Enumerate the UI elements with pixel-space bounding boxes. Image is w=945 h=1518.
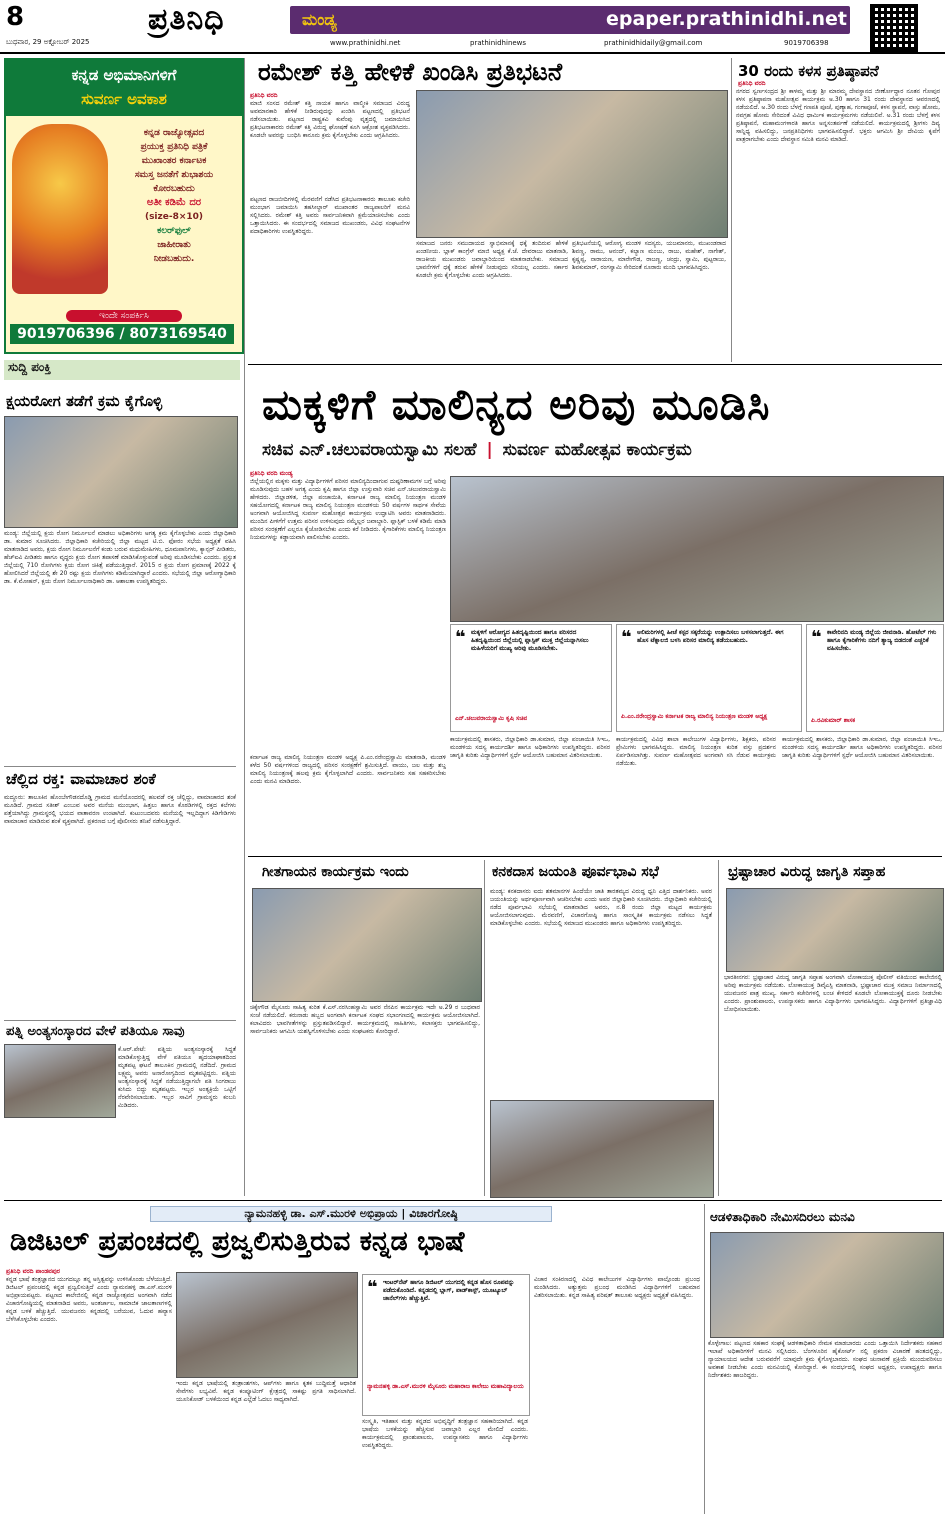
quote-1-author: ಎನ್.ಚಲುವರಾಯಸ್ವಾಮಿ ಕೃಷಿ ಸಚಿವ — [455, 715, 528, 722]
ad-line: ಜಾಹೀರಾತು — [157, 240, 191, 250]
sidebar-story-1-photo — [4, 416, 238, 528]
qr-code — [870, 4, 918, 52]
bottom-story-byline: ಪ್ರತಿನಿಧಿ ವರದಿ ಪಾಂಡವಪುರ — [6, 1268, 60, 1275]
bottom-story-photo — [176, 1272, 358, 1378]
lead-story-body-left: ಜಿಲ್ಲೆಯಲ್ಲಿನ ಮಕ್ಕಳು ಮತ್ತು ವಿದ್ಯಾರ್ಥಿಗಳಿಗೆ ಪರಿಸರ ಮಾಲಿನ್ಯದಿಂದಾಗುವ ದುಷ್ಪರಿಣಾಮಗಳ ಬಗ್ಗೆ ಅರಿವು ಮೂಡಿಸುವುದು ಬಹಳ ಅಗತ್ಯ ಎಂದು ಕೃಷಿ ಹಾಗೂ ಜಿಲ್ಲಾ ಉಸ್ತುವಾರಿ ಸಚಿವ ಎನ್.ಚಲುವರಾಯಸ್ವಾಮಿ ಹೇಳಿದರು. ಜಿಲ್ಲಾಡಳಿತ, ಜಿಲ್ಲಾ ಪಂಚಾಯಿತಿ, ಕರ್ನಾಟಕ ರಾಜ್ಯ ಮಾಲಿನ್ಯ ನಿಯಂತ್ರಣ ಮಂಡಳಿ ಸಹಯೋಗದಲ್ಲಿ ಕರ್ನಾಟಕ ರಾಜ್ಯ ಮಾಲಿನ್ಯ ನಿಯಂತ್ರಣ ಮಂಡಳಿಯ 50 ವರ್ಷಗಳ ಸಾರ್ಥಕ ಸೇವೆಯ ಅಂಗವಾಗಿ ಆಯೋಜಿಸಿದ್ದ ಸುವರ್ಣ ಮಹೋತ್ಸವ ಕಾರ್ಯಕ್ರಮ ಉದ್ಘಾಟಿಸಿ ಅವರು ಮಾತನಾಡಿದರು. ಮುಂದಿನ ಪೀಳಿಗೆಗೆ ಉತ್ತಮ ಪರಿಸರ ಉಳಿಸುವುದು ನಮ್ಮೆಲ್ಲರ ಜವಾಬ್ದಾರಿ. ಪ್ಲಾಸ್ಟಿಕ್ ಬಳಕೆ ಕಡಿಮೆ ಮಾಡಿ ಪರಿಸರ ಸಂರಕ್ಷಣೆಗೆ ಎಲ್ಲರೂ ಕೈಜೋಡಿಸಬೇಕು ಎಂದು ಕರೆ ನೀಡಿದರು. ಕೈಗಾರಿಕೆಗಳು ಮಾಲಿನ್ಯ ನಿಯಂತ್ರಣ ನಿಯಮಗಳನ್ನು ಕಡ್ಡಾಯವಾಗಿ ಪಾಲಿಸಬೇಕು ಎಂದರು. — [250, 478, 446, 541]
mid-story-2-body: ಮಂಡ್ಯ: ಕನಕದಾಸರು ಐದು ಶತಮಾನಗಳ ಹಿಂದೆಯೇ ಜಾತಿ ತಾರತಮ್ಯದ ವಿರುದ್ಧ ಧ್ವನಿ ಎತ್ತಿದ ದಾರ್ಶನಿಕರು. ಅವರ ಜಯಂತಿಯನ್ನು ಅರ್ಥಪೂರ್ಣವಾಗಿ ಆಚರಿಸಬೇಕು ಎಂದು ಅಪರ ಜಿಲ್ಲಾಧಿಕಾರಿ ಸೂಚಿಸಿದರು. ಜಿಲ್ಲಾಧಿಕಾರಿ ಕಚೇರಿಯಲ್ಲಿ ನಡೆದ ಪೂರ್ವಭಾವಿ ಸಭೆಯಲ್ಲಿ ಮಾತನಾಡಿದ ಅವರು, ನ.8 ರಂದು ಜಿಲ್ಲಾ ಮಟ್ಟದ ಕಾರ್ಯಕ್ರಮ ಆಯೋಜಿಸಲಾಗುವುದು. ಮೆರವಣಿಗೆ, ವಿಚಾರಗೋಷ್ಠಿ ಹಾಗೂ ಸಾಂಸ್ಕೃತಿಕ ಕಾರ್ಯಕ್ರಮ ನಡೆಸಲು ಸಿದ್ಧತೆ ಮಾಡಿಕೊಳ್ಳಬೇಕು ಎಂದರು. ಸಭೆಯಲ್ಲಿ ಸಮಾಜದ ಮುಖಂಡರು ಹಾಗೂ ಅಧಿಕಾರಿಗಳು ಉಪಸ್ಥಿತರಿದ್ದರು. — [490, 888, 712, 927]
sidebar-story-3-photo — [4, 1044, 116, 1118]
top-story-photo — [416, 90, 728, 238]
email-link[interactable]: prathinidhidaily@gmail.com — [604, 39, 703, 47]
bottom-story-kicker: ನ್ಯಾಮನಹಳ್ಳಿ ಡಾ. ಎಸ್.ಮುರಳಿ ಅಭಿಪ್ರಾಯ | ವಿಚಾರಗೋಷ್ಠಿ — [150, 1206, 552, 1222]
bottom-quote-author: ನ್ಯಾಮನಹಳ್ಳಿ ಡಾ.ಎಸ್.ಮುರಳಿ ಮೈಸೂರು ಮಹಾರಾಜ ಕಾಲೇಜು ಮಹಾವಿದ್ಯಾಲಯ — [367, 1383, 524, 1390]
lead-story-body-left-2: ಕರ್ನಾಟಕ ರಾಜ್ಯ ಮಾಲಿನ್ಯ ನಿಯಂತ್ರಣ ಮಂಡಳಿ ಅಧ್ಯಕ್ಷ ಪಿ.ಎಂ.ನರೇಂದ್ರಸ್ವಾಮಿ ಮಾತನಾಡಿ, ಮಂಡಳಿ ಕಳೆದ 50 ವರ್ಷಗಳಿಂದ ರಾಜ್ಯದಲ್ಲಿ ಪರಿಸರ ಸಂರಕ್ಷಣೆಗೆ ಶ್ರಮಿಸುತ್ತಿದೆ. ವಾಯು, ಜಲ ಮತ್ತು ಶಬ್ದ ಮಾಲಿನ್ಯ ನಿಯಂತ್ರಣಕ್ಕೆ ಹಲವು ಕ್ರಮ ಕೈಗೊಳ್ಳಲಾಗಿದೆ ಎಂದರು. ಸಾರ್ವಜನಿಕರು ಸಹ ಸಹಕರಿಸಬೇಕು ಎಂದು ಮನವಿ ಮಾಡಿದರು. — [250, 754, 446, 785]
quote-2-author: ಪಿ.ಎಂ.ನರೇಂದ್ರಸ್ವಾಮಿ ಕರ್ನಾಟಕ ರಾಜ್ಯ ಮಾಲಿನ್ಯ ನಿಯಂತ್ರಣ ಮಂಡಳಿ ಅಧ್ಯಕ್ಷ — [621, 713, 768, 720]
top-story-col-3: ಸಮಾಜದ ಜನರು ಸಮುದಾಯದ ಸ್ವಾಭಿಮಾನಕ್ಕೆ ಧಕ್ಕೆ ತಂದಿರುವ ಹೇಳಿಕೆ ಖಂಡನೀಯ. ಬ್ಲಾಕ್ ಕಾಂಗ್ರೆಸ್ ಮಾಜಿ ಅಧ್ಯಕ್ಷ ಕೆ.ಜೆ. ದೇವರಾಜು ಮಾತನಾಡಿ, ರಾಜಕೀಯ ಮುಖಂಡರು ಜವಾಬ್ದಾರಿಯಿಂದ ಮಾತನಾಡಬೇಕು. ಸಮಾಜದ ಭಾವನೆಗಳಿಗೆ ಧಕ್ಕೆ ತರುವ ಹೇಳಿಕೆ ನೀಡುವುದು ಸರಿಯಲ್ಲ ಎಂದರು. ಸರ್ಕಾರ ಕೂಡಲೇ ಕ್ರಮ ಕೈಗೊಳ್ಳಬೇಕು ಎಂದು ಆಗ್ರಹಿಸಿದರು. — [416, 240, 568, 279]
top-story-col-1: ಮಾಜಿ ಸಂಸದ ರಮೇಶ್ ಕತ್ತಿ ನಾಯಕ ಹಾಗೂ ವಾಲ್ಮೀಕಿ ಸಮಾಜದ ವಿರುದ್ಧ ಅವಮಾನಕಾರಿ ಹೇಳಿಕೆ ನೀಡಿರುವುದನ್ನು ಖಂಡಿಸಿ ಪಟ್ಟಣದಲ್ಲಿ ಪ್ರತಿಭಟನೆ ನಡೆಸಲಾಯಿತು. ಪಟ್ಟಣದ ರಾಷ್ಟ್ರಕವಿ ಕುವೆಂಪು ವೃತ್ತದಲ್ಲಿ ಜಮಾಯಿಸಿದ ಪ್ರತಿಭಟನಾಕಾರರು ರಮೇಶ್ ಕತ್ತಿ ವಿರುದ್ಧ ಘೋಷಣೆ ಕೂಗಿ ಆಕ್ರೋಶ ವ್ಯಕ್ತಪಡಿಸಿದರು. ಕೂಡಲೇ ಅವರನ್ನು ಬಂಧಿಸಿ ಕಾನೂನು ಕ್ರಮ ಕೈಗೊಳ್ಳಬೇಕು ಎಂದು ಆಗ್ರಹಿಸಿದರು. — [250, 100, 410, 139]
ad-line: ಪ್ರಯುಕ್ತ ಪ್ರತಿನಿಧಿ ಪತ್ರಿಕೆ — [140, 142, 208, 152]
top-story-headline: ರಮೇಶ್ ಕತ್ತಿ ಹೇಳಿಕೆ ಖಂಡಿಸಿ ಪ್ರತಿಭಟನೆ — [258, 58, 563, 86]
mid-story-1-headline: ಗೀತಗಾಯನ ಕಾರ್ಯಕ್ರಮ ಇಂದು — [262, 864, 409, 880]
website-link[interactable]: www.prathinidhi.net — [330, 39, 401, 47]
lead-story-photo — [450, 476, 944, 622]
ad-line: ಕನ್ನಡ ರಾಜ್ಯೋತ್ಸವದ — [143, 128, 205, 138]
lead-story-headline: ಮಕ್ಕಳಿಗೆ ಮಾಲಿನ್ಯದ ಅರಿವು ಮೂಡಿಸಿ — [262, 380, 771, 429]
bottom-story-headline: ಡಿಜಿಟಲ್ ಪ್ರಪಂಚದಲ್ಲಿ ಪ್ರಜ್ವಲಿಸುತ್ತಿರುವ ಕನ್ನಡ ಭಾಷೆ — [10, 1226, 465, 1257]
lead-story-byline: ಪ್ರತಿನಿಧಿ ವರದಿ ಮಂಡ್ಯ — [250, 470, 293, 477]
bottom-story-body-1: ಕನ್ನಡ ಭಾಷೆ ತಂತ್ರಜ್ಞಾನದ ಯುಗದಲ್ಲೂ ತನ್ನ ಅಸ್ತಿತ್ವವನ್ನು ಉಳಿಸಿಕೊಂಡು ಬೆಳೆಯುತ್ತಿದೆ. ಡಿಜಿಟಲ್ ಪ್ರಪಂಚದಲ್ಲಿ ಕನ್ನಡ ಪ್ರಜ್ವಲಿಸುತ್ತಿದೆ ಎಂದು ನ್ಯಾಮನಹಳ್ಳಿ ಡಾ.ಎಸ್.ಮುರಳಿ ಅಭಿಪ್ರಾಯಪಟ್ಟರು. ಪಟ್ಟಣದ ಕಾಲೇಜಿನಲ್ಲಿ ಕನ್ನಡ ರಾಜ್ಯೋತ್ಸವದ ಅಂಗವಾಗಿ ನಡೆದ ವಿಚಾರಗೋಷ್ಠಿಯಲ್ಲಿ ಮಾತನಾಡಿದ ಅವರು, ಅಂತರ್ಜಾಲ, ಸಾಮಾಜಿಕ ಜಾಲತಾಣಗಳಲ್ಲಿ ಕನ್ನಡ ಬಳಕೆ ಹೆಚ್ಚುತ್ತಿದೆ. ಯುವಜನರು ಕನ್ನಡದಲ್ಲಿ ಬರೆಯುವ, ಓದುವ ಹವ್ಯಾಸ ಬೆಳೆಸಿಕೊಳ್ಳಬೇಕು ಎಂದರು. — [6, 1276, 172, 1323]
quote-box-3 — [806, 624, 944, 732]
bottom-story-body-4: ವಿಚಾರ ಸಂಕಿರಣದಲ್ಲಿ ವಿವಿಧ ಕಾಲೇಜುಗಳ ವಿದ್ಯಾರ್ಥಿಗಳು ಪಾಲ್ಗೊಂಡು ಪ್ರಬಂಧ ಮಂಡಿಸಿದರು. ಅತ್ಯುತ್ತಮ ಪ್ರಬಂಧ ಮಂಡಿಸಿದ ವಿದ್ಯಾರ್ಥಿಗಳಿಗೆ ಬಹುಮಾನ ವಿತರಿಸಲಾಯಿತು. ಕನ್ನಡ ಸಾಹಿತ್ಯ ಪರಿಷತ್ ತಾಲೂಕು ಅಧ್ಯಕ್ಷರು ಅಧ್ಯಕ್ಷತೆ ವಹಿಸಿದ್ದರು. — [534, 1276, 700, 1299]
bottom-story-body-3: ಸಂಸ್ಕೃತಿ, ಇತಿಹಾಸ ಮತ್ತು ಕನ್ನಡದ ಅಭಿವೃದ್ಧಿಗೆ ತಂತ್ರಜ್ಞಾನ ಸಹಕಾರಿಯಾಗಿದೆ. ಕನ್ನಡ ಭಾಷೆಯ ಬಳಕೆಯನ್ನು ಹೆಚ್ಚಿಸುವ ಜವಾಬ್ದಾರಿ ಎಲ್ಲರ ಮೇಲಿದೆ ಎಂದರು. ಕಾರ್ಯಕ್ರಮದಲ್ಲಿ ಪ್ರಾಂಶುಪಾಲರು, ಉಪನ್ಯಾಸಕರು ಹಾಗೂ ವಿದ್ಯಾರ್ಥಿಗಳು ಉಪಸ್ಥಿತರಿದ್ದರು. — [362, 1418, 528, 1449]
edition-label: ಮಂಡ್ಯ — [302, 10, 337, 29]
quote-3-text: ಕಾವೇರಿನದಿ ಮಂಡ್ಯ ಜಿಲ್ಲೆಯ ಜೀವನಾಡಿ. ಹೋಟೆಲ್ ಗಳು ಹಾಗೂ ಕೈಗಾರಿಕೆಗಳು ನದಿಗೆ ತ್ಯಾಜ್ಯ ಬಿಡದಂತೆ ಎಚ್ಚರಿಕೆ ವಹಿಸಬೇಕು. — [827, 629, 937, 652]
mid-story-3-headline: ಭ್ರಷ್ಟಾಚಾರ ವಿರುದ್ಧ ಜಾಗೃತಿ ಸಪ್ತಾಹ — [728, 864, 886, 880]
bottom-story-body-2: ಇಂದು ಕನ್ನಡ ಭಾಷೆಯಲ್ಲಿ ತಂತ್ರಾಂಶಗಳು, ಆಪ್‌ಗಳು ಹಾಗೂ ಕೃತಕ ಬುದ್ಧಿಮತ್ತೆ ಆಧಾರಿತ ಸೇವೆಗಳು ಲಭ್ಯವಿವೆ. ಕನ್ನಡ ಕಂಪ್ಯೂಟಿಂಗ್ ಕ್ಷೇತ್ರದಲ್ಲಿ ಸಾಕಷ್ಟು ಪ್ರಗತಿ ಸಾಧಿಸಲಾಗಿದೆ. ಯೂನಿಕೋಡ್ ಬಳಕೆಯಿಂದ ಕನ್ನಡ ಎಲ್ಲೆಡೆ ಓದಲು ಸಾಧ್ಯವಾಗಿದೆ. — [176, 1380, 356, 1403]
top-story-byline: ಪ್ರತಿನಿಧಿ ವರದಿ — [250, 92, 278, 99]
lead-subhead-separator: | — [486, 440, 493, 460]
mid-story-3-body: ಭಾರತೀನಗರ: ಭ್ರಷ್ಟಾಚಾರ ವಿರುದ್ಧ ಜಾಗೃತಿ ಸಪ್ತಾಹ ಅಂಗವಾಗಿ ಲೋಕಾಯುಕ್ತ ಪೊಲೀಸ್ ವತಿಯಿಂದ ಕಾಲೇಜಿನಲ್ಲಿ ಅರಿವು ಕಾರ್ಯಕ್ರಮ ನಡೆಯಿತು. ಲೋಕಾಯುಕ್ತ ಡಿವೈಎಸ್ಪಿ ಮಾತನಾಡಿ, ಭ್ರಷ್ಟಾಚಾರ ಮುಕ್ತ ಸಮಾಜ ನಿರ್ಮಾಣದಲ್ಲಿ ಯುವಜನರ ಪಾತ್ರ ಮುಖ್ಯ. ಸರ್ಕಾರಿ ಕಚೇರಿಗಳಲ್ಲಿ ಲಂಚ ಕೇಳಿದರೆ ಕೂಡಲೇ ಲೋಕಾಯುಕ್ತಕ್ಕೆ ದೂರು ನೀಡಬೇಕು ಎಂದರು. ಪ್ರಾಂಶುಪಾಲರು, ಉಪನ್ಯಾಸಕರು ಹಾಗೂ ವಿದ್ಯಾರ್ಥಿಗಳು ಭಾಗವಹಿಸಿದ್ದರು. ವಿದ್ಯಾರ್ಥಿಗಳಿಗೆ ಪ್ರತಿಜ್ಞಾವಿಧಿ ಬೋಧಿಸಲಾಯಿತು. — [724, 974, 942, 1013]
right-story-headline: 30 ರಂದು ಕಳಸ ಪ್ರತಿಷ್ಠಾಪನೆ — [738, 62, 879, 80]
lead-story-body-right: ಕಾರ್ಯಕ್ರಮದಲ್ಲಿ ಶಾಸಕರು, ಜಿಲ್ಲಾಧಿಕಾರಿ ಡಾ.ಕುಮಾರ, ಜಿಲ್ಲಾ ಪಂಚಾಯಿತಿ ಸಿಇಒ, ಮಂಡಳಿಯ ಸದಸ್ಯ ಕಾರ್ಯದರ್ಶಿ ಹಾಗೂ ಅಧಿಕಾರಿಗಳು ಉಪಸ್ಥಿತರಿದ್ದರು. ಪರಿಸರ ಜಾಗೃತಿ ಕುರಿತು ವಿದ್ಯಾರ್ಥಿಗಳಿಗೆ ಸ್ಪರ್ಧೆ ಆಯೋಜಿಸಿ ಬಹುಮಾನ ವಿತರಿಸಲಾಯಿತು. — [782, 736, 942, 759]
ad-line: ನೀಡಬಹುದು. — [153, 254, 195, 264]
ad-line: ಸಮಸ್ತ ಜನತೆಗೆ ಶುಭಾಶಯ — [134, 170, 214, 180]
quote-mark-icon: ❝ — [811, 627, 822, 648]
mid-story-1-photo — [252, 888, 482, 1002]
quote-mark-icon: ❝ — [621, 627, 632, 648]
masthead-logo: ಪ್ರತಿನಿಧಿ — [148, 2, 225, 37]
sidebar-story-3-body: ಕೆ.ಆರ್.ಪೇಟೆ: ಪತ್ನಿಯ ಅಂತ್ಯಸಂಸ್ಕಾರಕ್ಕೆ ಸಿದ್ಧತೆ ಮಾಡಿಕೊಳ್ಳುತ್ತಿದ್ದ ವೇಳೆ ಪತಿಯೂ ಹೃದಯಾಘಾತದಿಂದ ಮೃತಪಟ್ಟ ಘಟನೆ ತಾಲೂಕಿನ ಗ್ರಾಮದಲ್ಲಿ ನಡೆದಿದೆ. ಗ್ರಾಮದ ಲಕ್ಷ್ಮಮ್ಮ ಅವರು ಅನಾರೋಗ್ಯದಿಂದ ಮೃತಪಟ್ಟಿದ್ದರು. ಪತ್ನಿಯ ಅಂತ್ಯಸಂಸ್ಕಾರಕ್ಕೆ ಸಿದ್ಧತೆ ನಡೆಯುತ್ತಿದ್ದಾಗಲೇ ಪತಿ ಸಿಂಗರಾಜು ಕುಸಿದು ಬಿದ್ದು ಮೃತಪಟ್ಟರು. ಇಬ್ಬರ ಅಂತ್ಯಕ್ರಿಯೆ ಒಟ್ಟಿಗೆ ನೆರವೇರಿಸಲಾಯಿತು. ಇಬ್ಬರ ಸಾವಿಗೆ ಗ್ರಾಮಸ್ಥರು ಕಂಬನಿ ಮಿಡಿದರು. — [118, 1046, 236, 1109]
mid-story-2-headline: ಕನಕದಾಸ ಜಯಂತಿ ಪೂರ್ವಭಾವಿ ಸಭೆ — [492, 864, 659, 880]
sidebar-story-3-headline: ಪತ್ನಿ ಅಂತ್ಯಸಂಸ್ಕಾರದ ವೇಳೆ ಪತಿಯೂ ಸಾವು — [6, 1024, 185, 1039]
social-handle[interactable]: prathinidhinews — [470, 39, 527, 47]
quote-box-1 — [450, 624, 612, 732]
bottom-right-photo — [710, 1232, 944, 1338]
ad-line: ಕೋರಬಹುದು — [153, 184, 195, 194]
quote-3-author: ಪಿ.ರವಿಕುಮಾರ್ ಶಾಸಕ — [811, 717, 856, 724]
top-story-col-2: ಪಟ್ಟಣದ ರಾಜಬೀದಿಗಳಲ್ಲಿ ಮೆರವಣಿಗೆ ನಡೆಸಿದ ಪ್ರತಿಭಟನಾಕಾರರು ತಾಲೂಕು ಕಚೇರಿ ಮುಂಭಾಗ ಜಮಾಯಿಸಿ ತಹಸೀಲ್ದಾರ್ ಮುಖಾಂತರ ರಾಜ್ಯಪಾಲರಿಗೆ ಮನವಿ ಸಲ್ಲಿಸಿದರು. ರಮೇಶ್ ಕತ್ತಿ ಅವರು ಸಾರ್ವಜನಿಕವಾಗಿ ಕ್ಷಮೆಯಾಚಿಸಬೇಕು ಎಂದು ಒತ್ತಾಯಿಸಿದರು. ಈ ಸಂದರ್ಭದಲ್ಲಿ ಸಮಾಜದ ಮುಖಂಡರು, ವಿವಿಧ ಸಂಘಟನೆಗಳ ಪದಾಧಿಕಾರಿಗಳು ಉಪಸ್ಥಿತರಿದ್ದರು. — [250, 196, 410, 235]
bottom-quote-box — [362, 1274, 530, 1416]
sidebar-story-2-headline: ಚೆಲ್ಲಿದ ರಕ್ತ: ವಾಮಾಚಾರ ಶಂಕೆ — [6, 770, 156, 788]
quote-mark-icon: ❝ — [455, 627, 466, 648]
quote-mark-icon: ❝ — [367, 1277, 378, 1298]
top-story-col-4: ಪ್ರತಿಭಟನೆಯಲ್ಲಿ ಆರೋಗ್ಯ ಮಂಡಳಿ ಸದಸ್ಯರು, ಯಜಮಾನರು, ಮುಖಂಡರಾದ ಶಿವಣ್ಣ, ರಾಮು, ಆನಂದ್, ಕಲ್ಯಾಣ ಮಂಜು, ರಾಜು, ಮಹೇಶ್, ನಾಗೇಶ್, ಕೃಷ್ಣಪ್ಪ, ನಾರಾಯಣ, ಮಾರೇಗೌಡ, ರಾಜಣ್ಣ, ಚಂದ್ರು, ಸ್ವಾಮಿ, ಪುಟ್ಟರಾಜು, ಶಿವಕುಮಾರ್, ರಂಗಸ್ವಾಮಿ ಸೇರಿದಂತೆ ನೂರಾರು ಮಂದಿ ಭಾಗವಹಿಸಿದ್ದರು. — [572, 240, 726, 271]
kannada-ad — [4, 58, 244, 354]
epaper-url[interactable]: epaper.prathinidhi.net — [606, 8, 847, 30]
ad-line: ಅತೀ ಕಡಿಮೆ ದರ — [146, 197, 202, 208]
ad-line: ಮುಖಾಂತರ ಕರ್ನಾಟಕ — [141, 156, 207, 166]
goddess-illustration — [12, 124, 108, 294]
quote-box-2 — [616, 624, 802, 732]
masthead — [0, 0, 945, 56]
mid-story-2-photo — [490, 1100, 714, 1198]
quote-2-text: ಅಲಿಮರಿಗಳಲ್ಲಿ ಹೀಚೆ ಕಸ್ಟರ ಸಕ್ಕರೆಯನ್ನು ಉತ್ಪಾದಿಸಲು ಬಳಸಲಾಗುತ್ತದೆ. ಈಗ ಹೊಸ ಟೆಕ್ನಾಲಜಿ ಬಳಸಿ ಪರಿಸರ ಮಾಲಿನ್ಯ ತಡೆಯಬಹುದು. — [637, 629, 784, 644]
ad-title-1: ಕನ್ನಡ ಅಭಿಮಾನಿಗಳಿಗೆ — [71, 66, 177, 84]
phone-number: 9019706398 — [784, 39, 829, 47]
lead-story-body-mid: ಕಾರ್ಯಕ್ರಮದಲ್ಲಿ ಶಾಸಕರು, ಜಿಲ್ಲಾಧಿಕಾರಿ ಡಾ.ಕುಮಾರ, ಜಿಲ್ಲಾ ಪಂಚಾಯಿತಿ ಸಿಇಒ, ಮಂಡಳಿಯ ಸದಸ್ಯ ಕಾರ್ಯದರ್ಶಿ ಹಾಗೂ ಅಧಿಕಾರಿಗಳು ಉಪಸ್ಥಿತರಿದ್ದರು. ಪರಿಸರ ಜಾಗೃತಿ ಕುರಿತು ವಿದ್ಯಾರ್ಥಿಗಳಿಗೆ ಸ್ಪರ್ಧೆ ಆಯೋಜಿಸಿ ಬಹುಮಾನ ವಿತರಿಸಲಾಯಿತು. — [450, 736, 610, 759]
right-story-byline: ಪ್ರತಿನಿಧಿ ವರದಿ — [738, 80, 766, 87]
mid-story-1-body: ಚಿಕ್ಕೇಗೌಡ ಮೈಸೂರು ಸಾಹಿತ್ಯ ಕುರಿತ ಕೆ.ಎಸ್.ನರಸಿಂಹಸ್ವಾಮಿ ಅವರ ನೆನಪಿನ ಕಾರ್ಯಕ್ರಮ ಇದೇ ಅ.29 ರ ಬುಧವಾರ ಸಂಜೆ ನಡೆಯಲಿದೆ. ಕರುನಾಡು ಹಬ್ಬದ ಅಂಗವಾಗಿ ಕರ್ನಾಟಕ ಸಂಘದ ಸಭಾಂಗಣದಲ್ಲಿ ಕಾರ್ಯಕ್ರಮ ಆಯೋಜಿಸಲಾಗಿದೆ. ಕಲಾವಿದರು ಭಾವಗೀತೆಗಳನ್ನು ಪ್ರಸ್ತುತಪಡಿಸಲಿದ್ದಾರೆ. ಕಾರ್ಯಕ್ರಮದಲ್ಲಿ ಸಾಹಿತಿಗಳು, ಕಲಾಸಕ್ತರು ಭಾಗವಹಿಸಲಿದ್ದು, ಸಾರ್ವಜನಿಕರು ಆಗಮಿಸಿ ಯಶಸ್ವಿಗೊಳಿಸಬೇಕು ಎಂದು ಸಂಘಟಕರು ಕೋರಿದ್ದಾರೆ. — [250, 1004, 480, 1035]
ad-line: ಕಲರ್‌ಫುಲ್ — [157, 226, 191, 236]
sidebar-story-1-headline: ಕ್ಷಯರೋಗ ತಡೆಗೆ ಕ್ರಮ ಕೈಗೊಳ್ಳಿ — [6, 392, 163, 410]
bottom-quote-text: ಇಂಟರ್‌ನೆಟ್ ಹಾಗೂ ಡಿಜಿಟಲ್ ಯುಗದಲ್ಲಿ ಕನ್ನಡ ಹೊಸ ರೂಪವನ್ನು ಪಡೆದುಕೊಂಡಿದೆ. ಕನ್ನಡದಲ್ಲಿ ಬ್ಲಾಗ್, ಪಾಡ್‌ಕಾಸ್ಟ್, ಯೂಟ್ಯೂಬ್ ಚಾನೆಲ್‌ಗಳು ಹೆಚ್ಚುತ್ತಿವೆ. — [383, 1279, 515, 1302]
ad-line: (size-8×10) — [144, 212, 204, 222]
sidebar-story-1-body: ಮಂಡ್ಯ: ಜಿಲ್ಲೆಯಲ್ಲಿ ಕ್ಷಯ ರೋಗ ನಿರ್ಮೂಲನೆ ಮಾಡಲು ಅಧಿಕಾರಿಗಳು ಅಗತ್ಯ ಕ್ರಮ ಕೈಗೊಳ್ಳಬೇಕು ಎಂದು ಜಿಲ್ಲಾಧಿಕಾರಿ ಡಾ. ಕುಮಾರ ಸೂಚಿಸಿದರು. ಜಿಲ್ಲಾಧಿಕಾರಿ ಕಚೇರಿಯಲ್ಲಿ ಜಿಲ್ಲಾ ಮಟ್ಟದ ಟಿ.ಬಿ. ಫೋರಂ ಸಭೆಯ ಅಧ್ಯಕ್ಷತೆ ವಹಿಸಿ ಮಾತನಾಡಿದ ಅವರು, ಕ್ಷಯ ರೋಗ ನಿರ್ಮೂಲನೆಗೆ ಕಂಡು ಬರುವ ಮಧುಮೇಹಿಗಳು, ಧೂಮಪಾನಿಗಳು, ಕ್ಯಾನ್ಸರ್ ಪೀಡಿತರು, ಹೆಚ್ಐವಿ ಪೀಡಿತರು ಹಾಗೂ ವೃದ್ಧರು ಕ್ಷಯ ರೋಗ ತಪಾಸಣೆ ಮಾಡಿಸಿಕೊಳ್ಳುವಂತೆ ಅರಿವು ಮೂಡಿಸಬೇಕು ಎಂದರು. ಪ್ರಸ್ತುತ ಜಿಲ್ಲೆಯಲ್ಲಿ 710 ರೋಗಿಗಳು ಕ್ಷಯ ರೋಗ ಚಿಕಿತ್ಸೆ ಪಡೆಯುತ್ತಿದ್ದಾರೆ. 2015 ರ ಕ್ಷಯ ರೋಗ ಪ್ರಮಾಣಕ್ಕೆ 2022 ಕ್ಕೆ ಹೋಲಿಸಿದರೆ ಜಿಲ್ಲೆಯಲ್ಲಿ ಶೇ 20 ರಷ್ಟು ಕ್ಷಯ ರೋಗಿಗಳು ಕಡಿಮೆಯಾಗಿದ್ದಾರೆ ಎಂದರು. ಸಭೆಯಲ್ಲಿ ಜಿಲ್ಲಾ ಆರೋಗ್ಯಾಧಿಕಾರಿ ಡಾ. ಕೆ.ಮೋಹನ್, ಕ್ಷಯ ರೋಗ ನಿರ್ಮೂಲನಾಧಿಕಾರಿ ಡಾ. ಆಶಾಲತಾ ಉಪಸ್ಥಿತರಿದ್ದರು. — [4, 530, 236, 585]
right-story-body: ನಗರದ ಸ್ವರ್ಣಸಂದ್ರದ ಶ್ರೀ ಕಾಳಮ್ಮ ಮತ್ತು ಶ್ರೀ ಮಾರಮ್ಮ ದೇವಸ್ಥಾನದ ಜೀರ್ಣೋದ್ಧಾರ ನೂತನ ಗೋಪುರ ಕಳಸ ಪ್ರತಿಷ್ಠಾಪನಾ ಮಹೋತ್ಸವ ಕಾರ್ಯಕ್ರಮ ಅ.30 ಹಾಗೂ 31 ರಂದು ದೇವಸ್ಥಾನದ ಆವರಣದಲ್ಲಿ ನಡೆಯಲಿದೆ. ಅ.30 ರಂದು ಬೆಳಗ್ಗೆ ಗಣಪತಿ ಪೂಜೆ, ಪುಣ್ಯಾಹ, ಗಂಗಾಪೂಜೆ, ಕಳಸ ಸ್ಥಾಪನೆ, ವಾಸ್ತು ಹೋಮ, ನವಗ್ರಹ ಹೋಮ ಸೇರಿದಂತೆ ವಿವಿಧ ಧಾರ್ಮಿಕ ಕಾರ್ಯಕ್ರಮಗಳು ನಡೆಯಲಿವೆ. ಅ.31 ರಂದು ಬೆಳಗ್ಗೆ ಕಳಸ ಪ್ರತಿಷ್ಠಾಪನೆ, ಮಹಾಮಂಗಳಾರತಿ ಹಾಗೂ ಅನ್ನಸಂತರ್ಪಣೆ ನಡೆಯಲಿದೆ. ಕಾರ್ಯಕ್ರಮದಲ್ಲಿ ಶ್ರೀಗಳು ದಿವ್ಯ ಸಾನ್ನಿಧ್ಯ ವಹಿಸಲಿದ್ದು, ಜನಪ್ರತಿನಿಧಿಗಳು ಭಾಗವಹಿಸಲಿದ್ದಾರೆ. ಭಕ್ತರು ಆಗಮಿಸಿ ಶ್ರೀ ದೇವಿಯ ಕೃಪೆಗೆ ಪಾತ್ರರಾಗಬೇಕು ಎಂದು ದೇವಸ್ಥಾನ ಸಮಿತಿ ಮನವಿ ಮಾಡಿದೆ. — [736, 88, 940, 143]
lead-subhead-left: ಸಚಿವ ಎನ್.ಚಲುವರಾಯಸ್ವಾಮಿ ಸಲಹೆ — [262, 440, 477, 460]
ad-contact-label: ಇಂದೇ ಸಂಪರ್ಕಿಸಿ — [66, 310, 182, 322]
bottom-right-body: ಕೊಳ್ಳೇಗಾಲ: ಪಟ್ಟಣದ ಸಹಕಾರ ಸಂಘಕ್ಕೆ ಆಡಳಿತಾಧಿಕಾರಿ ನೇಮಕ ಮಾಡಬಾರದು ಎಂದು ಒತ್ತಾಯಿಸಿ ನಿರ್ದೇಶಕರು ಸಹಕಾರ ಇಲಾಖೆ ಅಧಿಕಾರಿಗಳಿಗೆ ಮನವಿ ಸಲ್ಲಿಸಿದರು. ಬೆಂಗಳೂರಿನ ಹೈಕೋರ್ಟ್ ನಲ್ಲಿ ಪ್ರಕರಣ ವಿಚಾರಣೆ ಹಂತದಲ್ಲಿದ್ದು, ನ್ಯಾಯಾಲಯದ ಆದೇಶ ಬರುವವರೆಗೆ ಯಾವುದೇ ಕ್ರಮ ಕೈಗೊಳ್ಳಬಾರದು. ಸಂಘದ ಚುನಾವಣೆ ಪ್ರಕ್ರಿಯೆ ಮುಂದುವರಿಸಲು ಅವಕಾಶ ನೀಡಬೇಕು ಎಂದು ಮನವಿಯಲ್ಲಿ ಕೋರಿದ್ದಾರೆ. ಈ ಸಂದರ್ಭದಲ್ಲಿ ಸಂಘದ ಅಧ್ಯಕ್ಷರು, ಉಪಾಧ್ಯಕ್ಷರು ಹಾಗೂ ನಿರ್ದೇಶಕರು ಹಾಜರಿದ್ದರು. — [708, 1340, 942, 1379]
ad-title-2: ಸುವರ್ಣ ಅವಕಾಶ — [81, 90, 167, 108]
date-line: ಬುಧವಾರ, 29 ಅಕ್ಟೋಬರ್ 2025 — [6, 38, 90, 46]
ad-phones: 9019706396 / 8073169540 — [10, 324, 234, 344]
lead-story-subhead — [262, 440, 942, 460]
page-number: 8 — [6, 2, 25, 32]
lead-story-body-mid-2: ಕಾರ್ಯಕ್ರಮದಲ್ಲಿ ವಿವಿಧ ಶಾಲಾ ಕಾಲೇಜುಗಳ ವಿದ್ಯಾರ್ಥಿಗಳು, ಶಿಕ್ಷಕರು, ಪರಿಸರ ಪ್ರೇಮಿಗಳು ಭಾಗವಹಿಸಿದ್ದರು. ಮಾಲಿನ್ಯ ನಿಯಂತ್ರಣ ಕುರಿತ ವಸ್ತು ಪ್ರದರ್ಶನ ಏರ್ಪಡಿಸಲಾಗಿತ್ತು. ಸುವರ್ಣ ಮಹೋತ್ಸವದ ಅಂಗವಾಗಿ ಸಸಿ ನೆಡುವ ಕಾರ್ಯಕ್ರಮ ನಡೆಯಿತು. — [616, 736, 776, 767]
lead-subhead-right: ಸುವರ್ಣ ಮಹೋತ್ಸವ ಕಾರ್ಯಕ್ರಮ — [502, 440, 692, 460]
quote-1-text: ಮಕ್ಕಳಿಗೆ ಆರೋಗ್ಯದ ಹಿತದೃಷ್ಟಿಯಿಂದ ಹಾಗೂ ಪರಿಸರದ ಹಿತದೃಷ್ಟಿಯಿಂದ ಜಿಲ್ಲೆಯಲ್ಲಿ ಪ್ಲಾಸ್ಟಿಕ್ ಮುಕ್ತ ಜಿಲ್ಲೆಯನ್ನಾಗಿಸಲು ಮಹಿಳೆಯರಿಗೆ ಮುಖ್ಯ ಅರಿವು ಮೂಡಿಸಬೇಕು. — [471, 629, 589, 652]
bottom-right-headline: ಆಡಳಿತಾಧಿಕಾರಿ ನೇಮಿಸದಿರಲು ಮನವಿ — [710, 1210, 855, 1224]
mid-story-3-photo — [726, 888, 944, 972]
sidebar-story-2-body: ಮದ್ದೂರು: ತಾಲೂಕಿನ ಹೊಂಬೇಗೌಡನದೊಡ್ಡಿ ಗ್ರಾಮದ ಮನೆಯೊಂದರಲ್ಲಿ ಹಲವಡೆ ರಕ್ತ ಚೆಲ್ಲಿದ್ದು, ವಾಮಾಚಾರದ ಶಂಕೆ ಮೂಡಿದೆ. ಗ್ರಾಮದ ಸತೀಶ್ ಎಂಬುವ ಅವರ ಮನೆಯ ಮುಂಭಾಗ, ಹಿತ್ತಲು ಹಾಗೂ ಕೊಠಡಿಗಳಲ್ಲಿ ರಕ್ತದ ಕಲೆಗಳು ಪತ್ತೆಯಾಗಿದ್ದು ಗ್ರಾಮಸ್ಥರಲ್ಲಿ ಭಯದ ವಾತಾವರಣ ಉಂಟಾಗಿದೆ. ಕುಟುಂಬದವರು ಮನೆಯಲ್ಲಿ ಇಲ್ಲದಿದ್ದಾಗ ಕಿಡಿಗೇಡಿಗಳು ವಾಮಾಚಾರ ಮಾಡಿರುವ ಶಂಕೆ ವ್ಯಕ್ತವಾಗಿದೆ. ಪ್ರಕರಣದ ಬಗ್ಗೆ ಪೊಲೀಸರು ತನಿಖೆ ನಡೆಸುತ್ತಿದ್ದಾರೆ. — [4, 794, 236, 825]
sidebar-section-label: ಸುದ್ದಿ ಪಂಕ್ತಿ — [4, 360, 240, 380]
